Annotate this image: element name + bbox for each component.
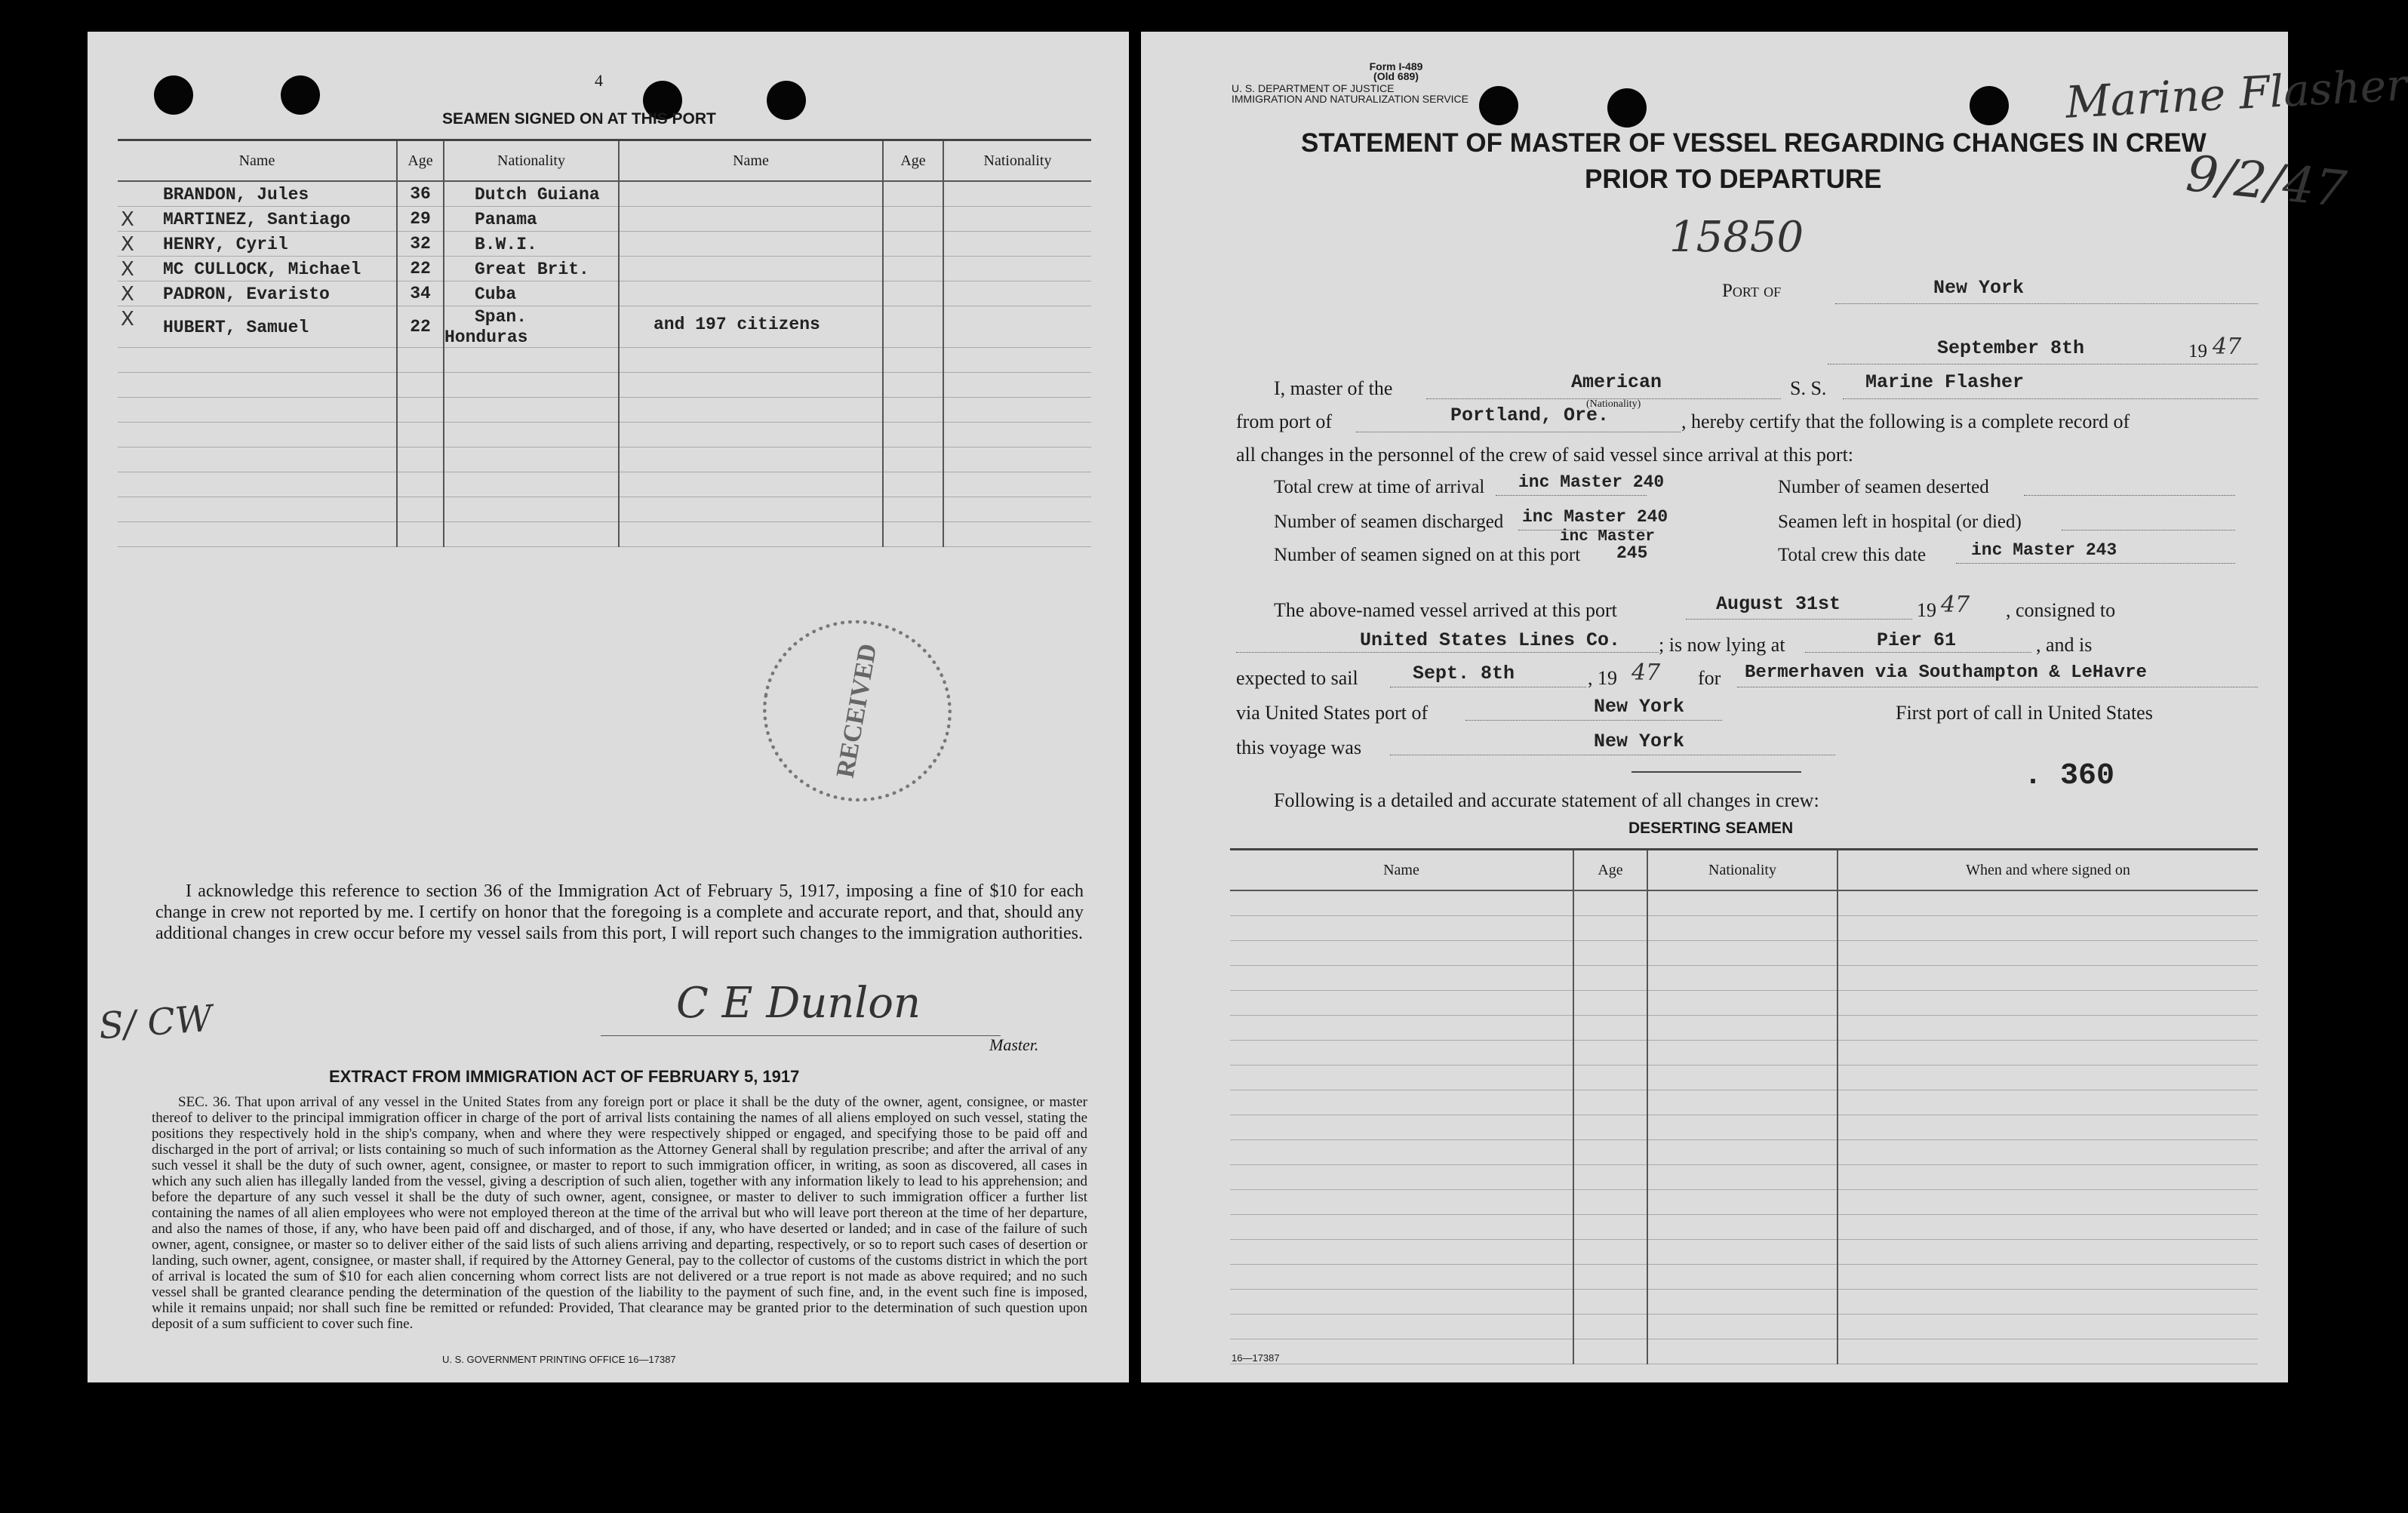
footer-code: 16—17387 bbox=[1232, 1352, 1280, 1364]
table-row bbox=[118, 207, 1091, 232]
seaman-nationality: Panama bbox=[475, 209, 537, 229]
punch-hole bbox=[1970, 86, 2009, 125]
table-row bbox=[1230, 1190, 2258, 1215]
via-label: via United States port of bbox=[1236, 702, 1429, 724]
page-number: 4 bbox=[595, 71, 603, 90]
form-title-line1: STATEMENT OF MASTER OF VESSEL REGARDING CHANGES IN CREW bbox=[1301, 128, 2207, 158]
deserted-label: Number of seamen deserted bbox=[1778, 477, 1989, 497]
seaman-nationality: Span. Honduras bbox=[444, 307, 528, 347]
table-row bbox=[118, 373, 1091, 398]
seamen-signed-on-table bbox=[118, 139, 1091, 547]
date-value: September 8th bbox=[1937, 337, 2085, 359]
nationality-value: American bbox=[1571, 371, 1662, 393]
table-row bbox=[1230, 1115, 2258, 1140]
check-mark: X bbox=[121, 308, 134, 331]
via-port-value: New York bbox=[1594, 696, 1685, 718]
from-port-value: Portland, Ore. bbox=[1450, 404, 1610, 426]
service-name: IMMIGRATION AND NATURALIZATION SERVICE bbox=[1232, 93, 1468, 105]
seaman-name: PADRON, Evaristo bbox=[163, 284, 330, 304]
pier-value: Pier 61 bbox=[1877, 629, 1957, 651]
table-row bbox=[1230, 1240, 2258, 1265]
table-row bbox=[1230, 1265, 2258, 1290]
form-number: Form I-489 bbox=[1369, 60, 1423, 72]
table-row bbox=[1230, 1339, 2258, 1364]
table-row bbox=[1230, 991, 2258, 1016]
table-row bbox=[1230, 1165, 2258, 1190]
first-port-label: First port of call in United States bbox=[1896, 702, 2153, 724]
table-row bbox=[1230, 1140, 2258, 1165]
left-page bbox=[88, 32, 1129, 1382]
column-header: Age bbox=[397, 140, 444, 182]
sail-year-prefix: , 19 bbox=[1588, 667, 1617, 689]
discharged-value: inc Master 240 bbox=[1522, 507, 1668, 527]
acknowledgment-text: I acknowledge this reference to section 36 of the Immigration Act of February 5, 1917, imposing a fine of $10 for each change in crew not reported by me. I certify on honor that the foregoing is a complete and accurate report, and that, should any additional changes in crew occur before my vessel sails from this port, I will report such changes to the immigration authorities. bbox=[155, 881, 1084, 943]
check-mark: X bbox=[121, 233, 134, 256]
citizens-note: and 197 citizens bbox=[654, 315, 820, 334]
received-stamp: RECEIVED bbox=[749, 605, 966, 816]
seaman-name: BRANDON, Jules bbox=[163, 184, 309, 205]
consigned-label: , consigned to bbox=[2006, 599, 2116, 621]
ss-label: S. S. bbox=[1790, 377, 1827, 399]
seaman-age: 36 bbox=[410, 184, 431, 204]
column-header: Age bbox=[883, 140, 943, 182]
extract-text: SEC. 36. That upon arrival of any vessel in the United States from any foreign port or place it shall be the duty of the owner, agent, consignee, or master thereof to deliver to the principal immigration officer in charge of the port of arrival lists containing the names of all aliens employed on such vessel, stating the positions they respectively hold in the ship's company, when and where they were respectively shipped or engaged, and specifying those to be paid off and discharged in the port of arrival; or lists containing so much of such information as the Attorney General shall by regulation prescribe; and after the arrival of any such vessel it shall be the duty of such owner, agent, consignee, or master to report to such immigration officer, in writing, as soon as discovered, all cases in which any such alien has illegally landed from the vessel, giving a description of such alien, together with any information likely to lead to his apprehension; and before the departure of any such vessel it shall be the duty of such owner, agent, consignee, or master to deliver to such immigration officer a further list containing the names of all alien employees who were not employed thereon at the time of the arrival but who will leave port thereon at the time of her departure, and also the names of those, if any, who have been paid off and discharged, and of those, if any, who have deserted or landed; and in case of the failure of such owner, agent, consignee, or master so to deliver either of the said lists of such aliens arriving and departing, respectively, or so to report such cases of desertion or landing, such owner, agent, consignee, or master shall, if required by the Attorney General, pay to the collector of customs of the customs district in which the port of arrival is located the sum of $10 for each alien concerning whom correct lists are not delivered or a true report is not made as above required; and no such vessel shall be granted clearance pending the determination of the question of the liability to the payment of such fine, and, in the event such fine is imposed, while it remains unpaid; nor shall such fine be remitted or refunded: Provided, That clearance may be granted prior to the determination of such question upon deposit of a sum sufficient to cover such fine. bbox=[152, 1094, 1087, 1332]
table-row bbox=[1230, 1090, 2258, 1115]
table-row bbox=[1230, 1290, 2258, 1315]
table-row bbox=[118, 497, 1091, 522]
table-row bbox=[1230, 941, 2258, 966]
table-row bbox=[1230, 966, 2258, 991]
table-row bbox=[118, 472, 1091, 497]
handwritten-date: 9/2/47 bbox=[2183, 144, 2349, 219]
table-row bbox=[118, 281, 1091, 306]
lying-label: ; is now lying at bbox=[1659, 634, 1785, 656]
extract-title: EXTRACT FROM IMMIGRATION ACT OF FEBRUARY 5, 1917 bbox=[329, 1067, 800, 1086]
punch-hole bbox=[281, 75, 320, 115]
total-date-value: inc Master 243 bbox=[1971, 540, 2117, 560]
total-arrival-value: inc Master 240 bbox=[1518, 472, 1665, 492]
from-port-label: from port of bbox=[1236, 411, 1333, 432]
voyage-label: this voyage was bbox=[1236, 737, 1362, 758]
for-label: for bbox=[1698, 667, 1721, 689]
punch-hole bbox=[1479, 86, 1518, 125]
seaman-nationality: Dutch Guiana bbox=[475, 184, 600, 205]
table-row bbox=[1230, 1315, 2258, 1339]
hospital-label: Seamen left in hospital (or died) bbox=[1778, 512, 2022, 532]
column-header: When and where signed on bbox=[1838, 850, 2258, 891]
column-header: Name bbox=[619, 140, 883, 182]
margin-handwritten-note: S/ CW bbox=[97, 997, 214, 1048]
form-old-number: (Old 689) bbox=[1373, 70, 1419, 82]
table-row bbox=[118, 181, 1091, 207]
table-row bbox=[1230, 1041, 2258, 1066]
sail-date-value: Sept. 8th bbox=[1413, 663, 1515, 684]
table-row bbox=[1230, 1066, 2258, 1090]
total-date-label: Total crew this date bbox=[1778, 545, 1927, 565]
seaman-age: 22 bbox=[410, 317, 431, 337]
certify-text: , hereby certify that the following is a complete record of bbox=[1681, 411, 2130, 432]
arrived-date-value: August 31st bbox=[1716, 593, 1841, 615]
master-of-label: I, master of the bbox=[1274, 377, 1393, 399]
punch-hole bbox=[767, 81, 806, 120]
table-row bbox=[118, 306, 1091, 348]
deserting-seamen-table bbox=[1230, 848, 2258, 1364]
department-name: U. S. DEPARTMENT OF JUSTICE bbox=[1232, 82, 1395, 94]
seaman-age: 22 bbox=[410, 259, 431, 278]
form-title-line2: PRIOR TO DEPARTURE bbox=[1585, 165, 1882, 194]
form-header bbox=[1328, 62, 1464, 81]
section-heading: SEAMEN SIGNED ON AT THIS PORT bbox=[442, 110, 716, 128]
destination-value: Bermerhaven via Southampton & LeHavre bbox=[1745, 663, 2147, 683]
count-value: . 360 bbox=[2024, 759, 2115, 793]
table-row bbox=[118, 522, 1091, 547]
handwritten-file-number: 15850 bbox=[1669, 213, 1804, 262]
column-header: Nationality bbox=[943, 140, 1091, 182]
table-row bbox=[1230, 890, 2258, 916]
arrived-year: 47 bbox=[1941, 592, 1970, 618]
seaman-nationality: Great Brit. bbox=[475, 259, 589, 279]
seaman-name: HENRY, Cyril bbox=[163, 234, 288, 254]
seaman-age: 34 bbox=[410, 284, 431, 303]
date-year: 47 bbox=[2213, 334, 2242, 360]
arrived-year-prefix: 19 bbox=[1917, 599, 1936, 621]
deserting-heading: DESERTING SEAMEN bbox=[1628, 820, 1794, 837]
table-row bbox=[1230, 1016, 2258, 1041]
seaman-name: MARTINEZ, Santiago bbox=[163, 209, 351, 229]
punch-hole bbox=[154, 75, 193, 115]
discharged-label: Number of seamen discharged bbox=[1274, 512, 1504, 532]
signed-on-prefix: inc Master bbox=[1560, 528, 1656, 546]
expected-label: expected to sail bbox=[1236, 667, 1358, 689]
seaman-nationality: B.W.I. bbox=[475, 234, 537, 254]
table-row bbox=[118, 447, 1091, 472]
table-row bbox=[118, 257, 1091, 281]
seaman-name: HUBERT, Samuel bbox=[163, 317, 309, 337]
table-row bbox=[118, 423, 1091, 447]
signed-on-label: Number of seamen signed on at this port bbox=[1274, 545, 1581, 565]
total-arrival-label: Total crew at time of arrival bbox=[1274, 477, 1485, 497]
seaman-name: MC CULLOCK, Michael bbox=[163, 259, 361, 279]
check-mark: X bbox=[121, 208, 134, 231]
nationality-caption: (Nationality) bbox=[1586, 398, 1641, 410]
sail-year: 47 bbox=[1631, 660, 1661, 686]
handwritten-vessel-name: Marine Flasher bbox=[2064, 59, 2408, 128]
column-header: Name bbox=[118, 140, 397, 182]
table-row bbox=[1230, 1215, 2258, 1240]
column-header: Nationality bbox=[444, 140, 619, 182]
master-label: Master. bbox=[989, 1035, 1039, 1054]
following-text: Following is a detailed and accurate statement of all changes in crew: bbox=[1274, 789, 1819, 811]
table-row bbox=[118, 232, 1091, 257]
signed-on-value: 245 bbox=[1616, 543, 1648, 563]
and-is-label: , and is bbox=[2036, 634, 2093, 656]
vessel-value: Marine Flasher bbox=[1865, 371, 2025, 393]
consignee-value: United States Lines Co. bbox=[1360, 629, 1621, 651]
seaman-nationality: Cuba bbox=[475, 284, 517, 304]
department-header bbox=[1232, 83, 1468, 104]
arrived-label: The above-named vessel arrived at this port bbox=[1274, 599, 1617, 621]
column-header: Name bbox=[1230, 850, 1573, 891]
changes-text: all changes in the personnel of the crew of said vessel since arrival at this port: bbox=[1236, 444, 1854, 466]
right-page bbox=[1141, 32, 2408, 1382]
seaman-age: 32 bbox=[410, 234, 431, 254]
check-mark: X bbox=[121, 283, 134, 306]
seaman-age: 29 bbox=[410, 209, 431, 229]
voyage-port-value: New York bbox=[1594, 730, 1685, 752]
table-row bbox=[1230, 916, 2258, 941]
master-signature: C E Dunlon bbox=[676, 979, 921, 1028]
port-value: New York bbox=[1933, 277, 2025, 299]
printer-line: U. S. GOVERNMENT PRINTING OFFICE 16—17387 bbox=[442, 1354, 676, 1365]
table-row bbox=[118, 398, 1091, 423]
table-row bbox=[118, 348, 1091, 373]
column-header: Age bbox=[1573, 850, 1647, 891]
date-year-prefix: 19 bbox=[2188, 341, 2207, 361]
check-mark: X bbox=[121, 258, 134, 281]
port-of-label: Port of bbox=[1722, 281, 1782, 301]
column-header: Nationality bbox=[1647, 850, 1838, 891]
punch-hole bbox=[1607, 88, 1647, 128]
